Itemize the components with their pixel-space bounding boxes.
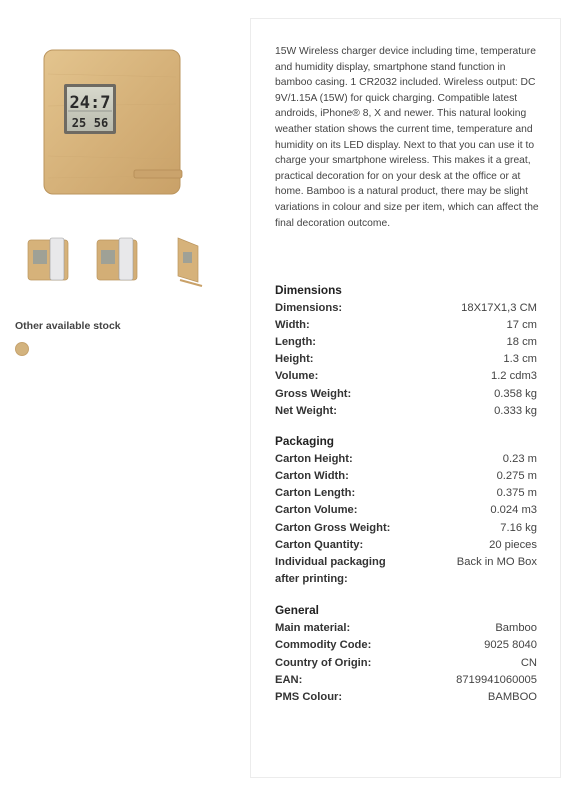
spec-label: Width: [275,319,310,331]
spec-label: EAN: [275,674,303,686]
spec-value: 0.333 kg [494,405,537,417]
spec-label: Length: [275,336,317,348]
spec-label: Volume: [275,370,319,382]
spec-label: Carton Length: [275,487,356,499]
spec-value: Bamboo [495,622,537,634]
spec-label: Height: [275,353,314,365]
spec-label: Carton Gross Weight: [275,522,391,534]
product-main-image [38,44,186,200]
thumbnail-strip [24,232,214,288]
spec-value: 8719941060005 [456,674,537,686]
spec-label: Net Weight: [275,405,337,417]
lcd-humidity: 56 [93,116,109,130]
spec-value: 7.16 kg [500,522,537,534]
product-description: 15W Wireless charger device including time, temperature and humidity display, smartphone stand function in bamboo casing. 1 CR2032 included. Wireless output: DC 9V/1.15A (15W) for quick charging. Compatible latest androids, iPhone® 8, X and newer. This natural looking weather station shows the current time, temperature and humidity on its LED display. Next to that you can use it to charge your smartphone wireless. This makes it a great, practical decoration for on your desk at the office or at home. Bamboo is a natural product, there may be slight variations in colour and size per item, which can affect the final decoration outcome. [275,46,539,229]
spec-value: 17 cm [506,319,537,331]
spec-value: 18X17X1,3 CM [461,302,537,314]
spec-label: Commodity Code: [275,639,372,651]
spec-label: Carton Height: [275,453,353,465]
spec-value: CN [520,657,537,669]
spec-value: 1.2 cdm3 [490,370,537,382]
spec-label: PMS Colour: [275,691,343,703]
thumbnail-side-view[interactable] [164,232,214,288]
spec-label: Carton Quantity: [275,539,364,551]
thumbnail-angle-with-phone[interactable] [92,232,142,288]
spec-value: 0.275 m [496,470,537,482]
lcd-temperature: 25 [71,116,87,130]
thumbnail-front-with-phone[interactable] [24,232,74,288]
spec-value: 0.375 m [496,487,537,499]
spec-value: Back in MO Box [456,556,537,568]
spec-label: Dimensions: [275,302,343,314]
section-title-packaging: Packaging [275,434,335,448]
spec-value: 18 cm [506,336,537,348]
spec-label: Carton Volume: [275,504,358,516]
section-title-general: General [275,603,319,617]
section-title-dimensions: Dimensions [275,283,342,297]
spec-value: 0.358 kg [494,388,537,400]
spec-label: Country of Origin: [275,657,372,669]
lcd-time: 24:7 [69,93,111,113]
spec-label: Main material: [275,622,351,634]
spec-value: 20 pieces [489,539,537,551]
spec-value: 0.024 m3 [490,504,537,516]
spec-value: 1.3 cm [503,353,537,365]
spec-value: BAMBOO [487,691,537,703]
color-swatch-bamboo[interactable] [15,342,29,356]
spec-label: Gross Weight: [275,388,352,400]
other-stock-label: Other available stock [15,320,121,332]
spec-value: 9025 8040 [484,639,537,651]
spec-value: 0.23 m [502,453,537,465]
spec-label: Carton Width: [275,470,349,482]
spec-label: Individual packaging after printing: [275,556,386,585]
